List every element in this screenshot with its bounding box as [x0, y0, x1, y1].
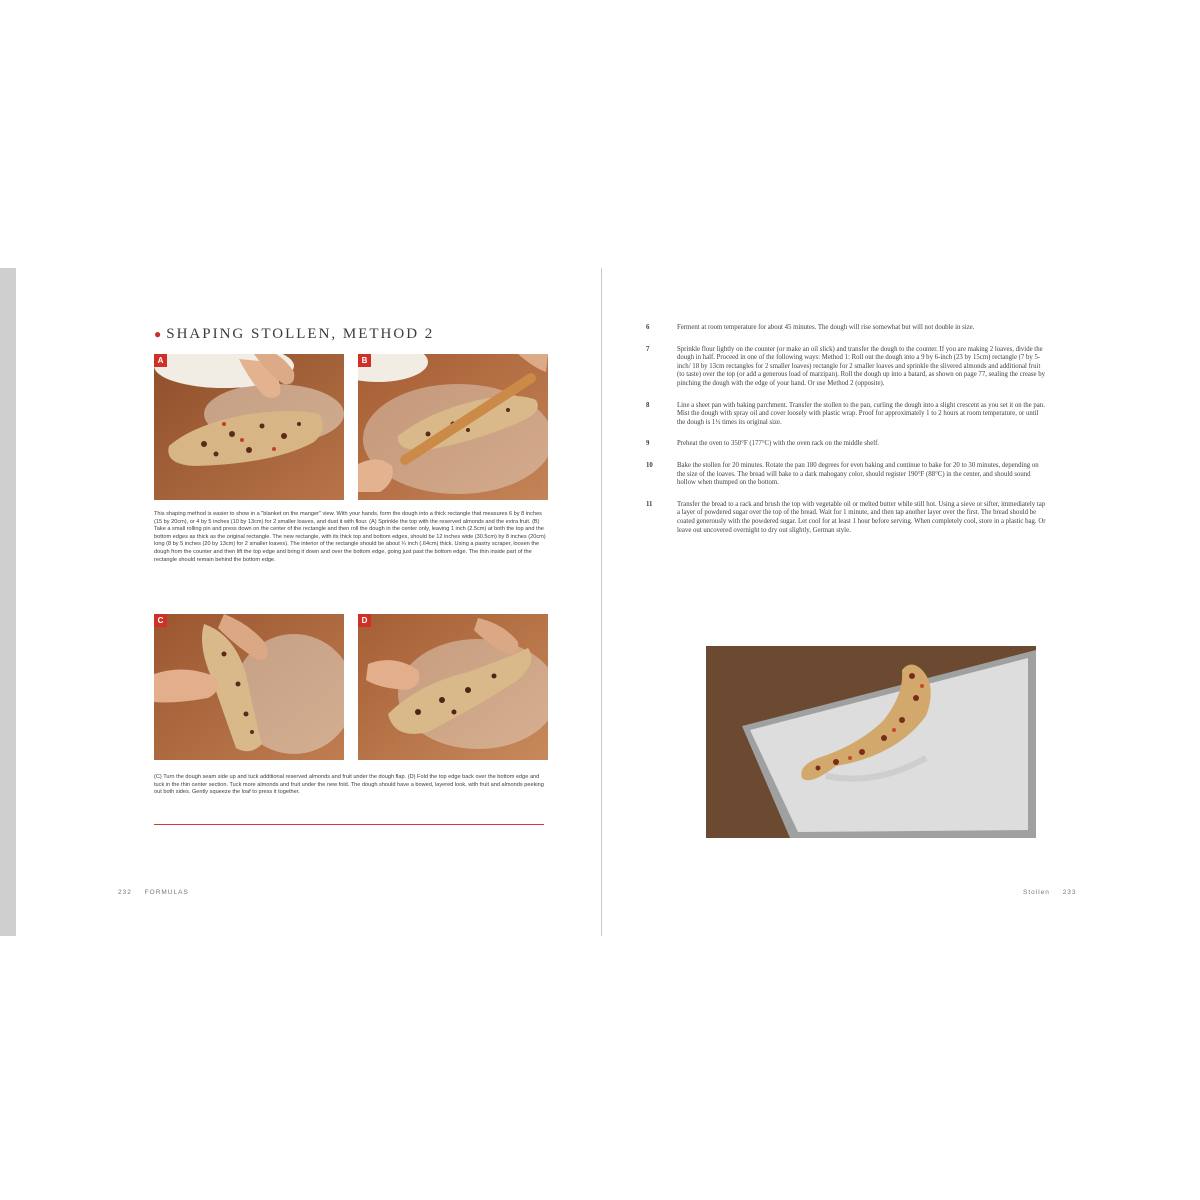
left-running-head: FORMULAS	[144, 889, 189, 896]
step-number: 6	[646, 324, 650, 331]
finished-stollen-image	[706, 646, 1036, 838]
left-page-number: 232	[118, 889, 132, 896]
step-text: Line a sheet pan with baking parchment. Transfer the stollen to the pan, curling the dough into a slight crescent as you set it on the pan. Mist the dough with spray oil and cover loosely with plastic wrap. Proof for approximately 1 to 2 hours at room temperature, or until the dough is 1½ times its original size.	[677, 401, 1045, 426]
step-photo-d-badge: D	[358, 614, 371, 627]
book-gutter	[601, 268, 602, 936]
step-photo-b-image	[358, 354, 548, 500]
step-text: Transfer the bread to a rack and brush the top with vegetable oil or melted butter while still hot. Using a sieve or sifter, immediately tap a layer of powdered sugar over the top of the bread. Wait for 1 minute, and then tap another layer over the first. The bread should be coated generously with the powdered sugar. Let cool for at least 1 hour before serving. When completely cool, store in a plastic bag. Or leave out uncovered overnight to dry out slightly, German style.	[677, 500, 1046, 534]
step-text: Sprinkle flour lightly on the counter (or make an oil slick) and transfer the dough to the counter. If you are making 2 loaves, divide the dough in half. Proceed in one of the following ways: Method 1: Roll out the dough into a 9 by 6-inch (23 by 15cm) rectangle (7 by 5-inch/ 18 by 13cm rectangles for 2 smaller loaves) rectangle for 2 smaller loaves and sprinkle the slivered almonds and additional fruit (to taste) over the top (or add a generous load of marzipan). Roll the dough up into a batard, as shown on page 77, sealing the crease by pinching the dough with the edge of your hand. Or use Method 2 (opposite).	[677, 345, 1046, 387]
recipe-step	[646, 501, 1046, 535]
step-number: 7	[646, 345, 650, 353]
step-photo-c-badge: C	[154, 614, 167, 627]
left-folio	[118, 889, 189, 896]
caption-shaping-steps-c-d: (C) Turn the dough seam side up and tuck additional reserved almonds and fruit under the dough flap. (D) Fold the top edge back over the bottom edge and tuck in the thin center section. Tuck more almonds and fruit under the new fold. The dough should have a bowed, layered look, with fruit and almonds peeking out both sides. Gently squeeze the loaf to press it together.	[154, 774, 544, 796]
step-photo-a-badge: A	[154, 354, 167, 367]
book-binding-edge	[0, 268, 16, 936]
section-end-rule	[154, 824, 544, 825]
step-photo-d-image	[358, 614, 548, 760]
recipe-step	[646, 440, 1046, 449]
right-page-number: 233	[1062, 889, 1077, 896]
caption-shaping-steps-a-b: This shaping method is easier to show in a "blanket on the manger" view. With your hands, form the dough into a thick rectangle that measures 6 by 8 inches (15 by 20cm), or 4 by 5 inches (10 by 13cm) for 2 smaller loaves, and dust it with flour. (A) Sprinkle the top with the reserved almonds and the extra fruit. (B) Take a small rolling pin and press down on the center of the rectangle and then roll the dough in the center only, leaving 1 inch (2.5cm) at both the top and the bottom edges as thick as the original rectangle. The new rectangle, with its thick top and bottom edges, should be 12 inches wide (30.5cm) by 8 inches (20cm) long (8 by 5 inches (20 by 13cm) for 2 smaller loaves). The interior of the rectangle should be about ¼ inch (.64cm) thick. Using a pastry scraper, loosen the dough from the counter and then lift the top edge and bring it down and over the bottom edge, going just past the bottom edge. The thin inside part of the rectangle should remain behind the bottom edge.	[154, 511, 546, 563]
right-folio	[1023, 889, 1077, 896]
step-text: Ferment at room temperature for about 45 minutes. The dough will rise somewhat but will not double in size.	[677, 324, 975, 331]
recipe-step	[646, 324, 1046, 333]
step-number: 9	[646, 440, 650, 448]
step-photo-c-image	[154, 614, 344, 760]
step-photo-b	[358, 354, 548, 500]
step-photo-d	[358, 614, 548, 760]
recipe-step	[646, 462, 1046, 488]
step-photo-a	[154, 354, 344, 500]
recipe-step	[646, 346, 1046, 389]
step-number: 8	[646, 401, 650, 409]
bullet-icon: ●	[154, 327, 164, 341]
section-title-text: SHAPING STOLLEN, METHOD 2	[166, 326, 435, 342]
right-page	[603, 268, 1200, 936]
step-number: 10	[646, 461, 653, 469]
step-photo-a-image	[154, 354, 344, 500]
step-text: Bake the stollen for 20 minutes. Rotate the pan 180 degrees for even baking and continue to bake for 20 to 30 minutes, depending on the size of the loaves. The bread will bake to a dark mahogany color, should register 190°F (88°C) in the center, and should sound hollow when thumped on the bottom.	[677, 461, 1039, 487]
step-photo-b-badge: B	[358, 354, 371, 367]
section-title	[154, 326, 434, 343]
recipe-steps	[646, 324, 1046, 548]
recipe-step	[646, 402, 1046, 428]
right-running-head: Stollen	[1023, 889, 1050, 896]
step-photo-c	[154, 614, 344, 760]
step-number: 11	[646, 500, 653, 508]
finished-stollen-photo	[706, 646, 1036, 838]
left-page	[16, 268, 600, 936]
step-text: Preheat the oven to 350°F (177°C) with the oven rack on the middle shelf.	[677, 440, 880, 448]
